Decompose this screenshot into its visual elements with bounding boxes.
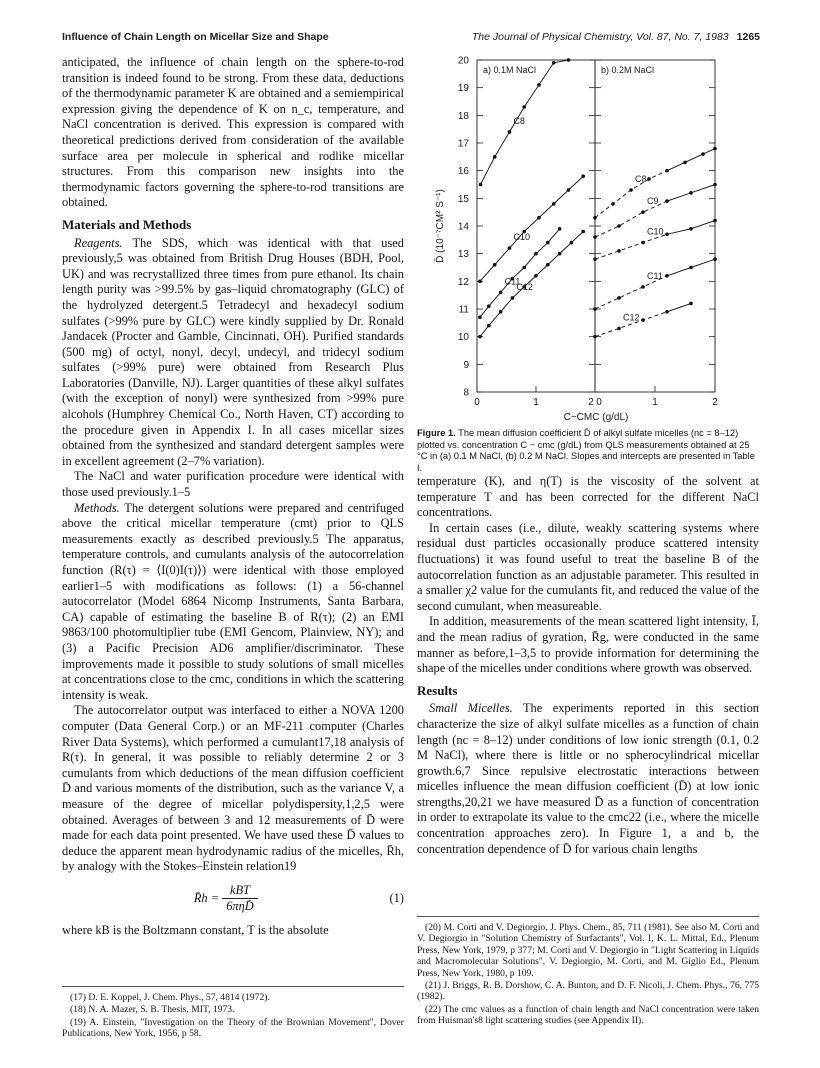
data-point: [493, 263, 497, 267]
data-point: [534, 274, 538, 278]
data-point: [665, 310, 669, 314]
after-equation-text: where kB is the Boltzmann constant, T is the absolute: [62, 923, 329, 938]
data-point: [713, 183, 717, 187]
data-point: [641, 210, 645, 214]
data-point: [581, 174, 585, 178]
panel-label: a) 0.1M NaCl: [483, 65, 537, 75]
data-point: [487, 304, 491, 308]
diffusion-chart: [417, 52, 759, 422]
data-point: [593, 307, 597, 311]
series-label: C10: [647, 226, 664, 237]
series-label: C10: [513, 232, 530, 243]
journal-citation: [472, 31, 760, 43]
data-point: [499, 291, 503, 295]
data-point: [593, 235, 597, 239]
data-point: [479, 183, 483, 187]
equation-lhs: R̄h =: [193, 890, 220, 905]
page-number: 1265: [736, 31, 760, 43]
figure-caption: [417, 428, 759, 474]
y-tick-label: 17: [457, 138, 469, 150]
data-point: [593, 216, 597, 220]
y-axis-label: D̄ (10⁻⁷CM² S⁻¹): [435, 189, 446, 263]
journal-name: The Journal of Physical Chemistry, Vol. 87, No. 7, 1983: [471, 31, 729, 43]
data-point: [647, 177, 651, 181]
right-column: [417, 474, 759, 857]
footnote: (21) J. Briggs, R. B. Dorshow, C. A. Bunton, and D. F. Nicoli, J. Chem. Phys., 76, 775 (1982).: [417, 980, 759, 1003]
data-point: [689, 302, 693, 306]
data-point: [617, 224, 621, 228]
data-point: [713, 219, 717, 223]
data-point: [593, 335, 597, 339]
figure-label: Figure 1.: [417, 428, 456, 438]
y-tick-label: 10: [457, 332, 469, 344]
series-label: C9: [647, 196, 659, 207]
methods-paragraph: [62, 501, 404, 704]
data-point: [629, 188, 633, 192]
data-point: [546, 263, 550, 267]
equation-fraction: [222, 883, 258, 915]
data-point: [641, 318, 645, 322]
y-tick-label: 8: [463, 387, 469, 399]
reagents-text: The SDS, which was identical with that used previously,5 was obtained from British Drug Houses (BDH, Pool, UK) and was recrystallized three times from pure ethanol. Its chain length purity was >99.5% by gas–liquid chromatography (GLC) of the hydrolyzed detergent.5 Tetradecyl and hexadecyl sodium sulfates (>99% pure by GLC) were kindly supplied by Dr. Ronald Jandacek (Procter and Gamble, Cincinnati, OH). Purified standards (500 mg) of octyl, nonyl, decyl, undecyl, and tridecyl sodium sulfates (>99% pure) were obtained from Research Plus Laboratories (Danville, NJ). Larger quantities of these alkyl sulfates (with the exception of nonyl) were synthesized from >99% pure alcohols (Humphrey Chemical Co., North Haven, CT) according to the procedure given in Appendix I. In all cases micellar sizes obtained from the synthesized and standard detergent samples were in excellent agreement (2–7% variation).: [62, 235, 405, 468]
data-point: [567, 58, 571, 62]
intensity-paragraph: In addition, measurements of the mean scattered light intensity, Ī, and the mean radius of gyration, R̄g, were conducted in the same manner as before,1–3,5 to provide information for determining the shape of the micelles under conditions where growth was observed.: [417, 614, 759, 676]
data-point: [641, 285, 645, 289]
y-tick-label: 15: [457, 193, 469, 205]
data-point: [581, 230, 585, 234]
series-line: [667, 149, 715, 171]
x-tick-label: 1: [652, 397, 658, 408]
data-point: [713, 147, 717, 151]
y-tick-label: 18: [457, 110, 469, 122]
y-tick-label: 11: [458, 304, 469, 316]
y-tick-label: 14: [457, 221, 469, 233]
runin-reagents: Reagents.: [74, 235, 123, 250]
data-point: [665, 274, 669, 278]
figure-1: [417, 52, 759, 422]
series-label: C11: [647, 270, 663, 281]
data-point: [558, 227, 562, 231]
data-point: [713, 257, 717, 261]
data-point: [617, 249, 621, 253]
equation-denominator: 6πηD̄: [226, 899, 254, 914]
data-point: [701, 152, 705, 156]
small-micelles-paragraph: [417, 701, 759, 857]
y-tick-label: 12: [457, 276, 469, 288]
series-label: C8: [635, 174, 647, 185]
data-point: [478, 335, 482, 339]
data-point: [617, 296, 621, 300]
intro-paragraph: anticipated, the influence of chain length on the sphere-to-rod transition is indeed found to be strong. From these data, deductions of the thermodynamic parameter K are obtained and a semiempirical expression giving the dependence of K on n_c, temperature, and NaCl concentration is derived. This expression is compared with theoretical predictions derived from consideration of the available surface area per molecule in spherical and rodlike micellar structures. From this comparison new insights into the thermodynamic factors governing the sphere-to-rod transitions are obtained.: [62, 55, 404, 210]
series-label: C12: [623, 312, 640, 323]
runin-methods: Methods.: [74, 500, 120, 515]
y-tick-label: 9: [463, 359, 469, 371]
footnote: (19) A. Einstein, "Investigation on the Theory of the Brownian Movement", Dover Publications, New York, 1956, p 58.: [62, 1016, 404, 1040]
y-tick-label: 16: [457, 166, 469, 178]
series-line-dashed: [595, 234, 667, 259]
data-point: [611, 202, 615, 206]
data-point: [552, 202, 556, 206]
data-point: [487, 324, 491, 328]
equation-numerator: kBT: [222, 883, 258, 900]
footnote: (22) The cmc values as a function of chain length and NaCl concentration were taken from Huisman's8 light scattering studies (see Appendix II).: [417, 1003, 759, 1027]
stokes-einstein-formula: [62, 883, 390, 915]
footnote: (20) M. Corti and V. Degiorgio, J. Phys. Chem., 85, 711 (1981). See also M. Corti and V. Degiorgio in "Solution Chemistry of Surfactants", Vol. I, K. L. Mittal, Ed., Plenum Press, New York, 1979, p 377; M. Corti and V. Degiorgio in "Light Scattering in Liquids and Macromolecular Solutions", V. Degiorgio, M. Corti, and M. Giglio Ed., Plenum Press, New York, 1980, p 109.: [417, 922, 759, 979]
data-point: [522, 266, 526, 270]
footnote: (18) N. A. Mazer, S. B. Thesis, MIT, 1973.: [70, 1004, 235, 1016]
data-point: [567, 188, 571, 192]
footnotes-left: [62, 986, 404, 1041]
data-point: [689, 227, 693, 231]
y-tick-label: 13: [457, 249, 469, 261]
equation-number: (1): [389, 891, 404, 906]
nacl-paragraph: The NaCl and water purification procedure were identical with those used previously.1–5: [62, 469, 404, 500]
series-line-dashed: [595, 171, 667, 218]
data-point: [558, 252, 562, 256]
x-tick-label: 2: [712, 397, 718, 408]
x-tick-label: 0: [596, 397, 602, 408]
baseline-paragraph: In certain cases (i.e., dilute, weakly scattering systems where residual dust particles occasionally produce scattered intensity fluctuations) it was found useful to treat the baseline B of the autocorrelation function as an adjustable parameter. This resulted in a smaller χ2 value for the cumulants fit, and reduced the value of the second cumulant, when measureable.: [417, 520, 759, 613]
data-point: [665, 169, 669, 173]
temperature-paragraph: temperature (K), and η(T) is the viscosity of the solvent at temperature T and has been corrected for the different NaCl concentrations.: [417, 474, 759, 520]
data-point: [665, 199, 669, 203]
x-tick-label: 1: [533, 397, 539, 408]
data-point: [522, 105, 526, 109]
x-tick-label: 2: [588, 397, 594, 408]
left-column: [62, 55, 404, 939]
y-tick-label: 20: [457, 55, 469, 67]
data-point: [511, 296, 515, 300]
data-point: [689, 266, 693, 270]
panel-label: b) 0.2M NaCl: [601, 65, 655, 75]
footnote: (17) D. E. Koppel, J. Chem. Phys., 57, 4814 (1972).: [70, 992, 270, 1003]
data-point: [508, 130, 512, 134]
x-tick-label: 0: [474, 397, 480, 408]
runin-small-micelles: Small Micelles.: [429, 701, 513, 716]
panel-frame: [477, 60, 595, 392]
series-label: C8: [513, 115, 525, 126]
small-micelles-text: The experiments reported in this section characterize the size of alkyl sulfate micelles as a function of chain length (nc = 8–12) under conditions of low ionic strength (0.1, 0.2 M NaCl), where there is little or no spherocylindrical micellar growth.6,7 Since repulsive electrostatic interactions between micelles influence the mean diffusion coefficient (D̄) at low ionic strengths,20,21 we have measured D̄ as a function of concentration in order to extrapolate its value to the cmc22 (i.e., where the micelle concentration approaches zero). In Figure 1, a and b, the concentration dependence of D̄ for various chain lengths: [417, 701, 759, 856]
autocorrelator-paragraph: The autocorrelator output was interfaced to either a NOVA 1200 computer (Data General Corp.) or an MF-211 computer (Charles River Data Systems), which performed a cumulant17,18 analysis of R(τ). In general, it was possible to reliably determine 2 or 3 cumulants from which deductions of the mean diffusion coefficient D̄ and various moments of the distribution, such as the variance V, a measure of the degree of micellar polydispersity,1,2,5 were obtained. Averages of between 3 and 12 measurements of D̄ were made for each data point presented. We have used these D̄ values to deduce the apparent mean hydrodynamic radius of the micelles, R̄h, by analogy with the Stokes–Einstein relation19: [62, 703, 404, 874]
x-axis-label: C−CMC (g/dL): [563, 412, 629, 422]
data-point: [617, 327, 621, 331]
data-point: [478, 316, 482, 320]
y-tick-label: 19: [457, 83, 469, 95]
equation-1: [62, 883, 404, 915]
data-point: [534, 252, 538, 256]
data-point: [546, 241, 550, 245]
footnotes-right: [417, 916, 759, 1028]
data-point: [665, 233, 669, 237]
data-point: [493, 155, 497, 159]
section-heading-results: Results: [417, 682, 458, 698]
series-label: C11: [504, 276, 521, 287]
series-label: C12: [516, 281, 533, 292]
data-point: [683, 161, 687, 165]
data-point: [641, 241, 645, 245]
section-heading-methods: Materials and Methods: [62, 216, 192, 232]
data-point: [537, 83, 541, 87]
running-title: Influence of Chain Length on Micellar Size and Shape: [62, 31, 329, 43]
data-point: [689, 191, 693, 195]
series-line: [667, 303, 691, 311]
data-point: [508, 246, 512, 250]
reagents-paragraph: [62, 236, 404, 470]
data-point: [552, 61, 556, 65]
data-point: [593, 257, 597, 261]
data-point: [570, 241, 574, 245]
methods-text: The detergent solutions were prepared and centrifuged above the critical micellar temperature (cmt) prior to QLS measurements exactly as described previously.5 The apparatus, temperature controls, and cumulants analysis of the autocorrelation function (R(τ) = ⟨I(0)I(τ)⟩) were identical with those employed earlier1–5 with modifications as follows: (1) a 56-channel autocorrelator (Model 6864 Nicomp Instruments, Santa Barbara, CA) capable of estimating the baseline B of R(τ); (2) an EMI 9863/100 photomultiplier tube (EMI Gencom, Plainview, NY); and (3) a Pacific Precision AD6 amplifier/discriminator. These improvements made it possible to study solutions of small micelles at concentrations close to the cmc, conditions in which the scattering intensity is weak.: [62, 500, 404, 702]
caption-text: The mean diffusion coefficient D̄ of alkyl sulfate micelles (nc = 8–12) plotted vs. concentration C − cmc (g/dL) from QLS measurements obtained at 25 °C in (a) 0.1 M NaCl, (b) 0.2 M NaCl. Slopes and intercepts are presented in Table I.: [417, 428, 755, 473]
data-point: [478, 280, 482, 284]
data-point: [537, 216, 541, 220]
data-point: [499, 310, 503, 314]
